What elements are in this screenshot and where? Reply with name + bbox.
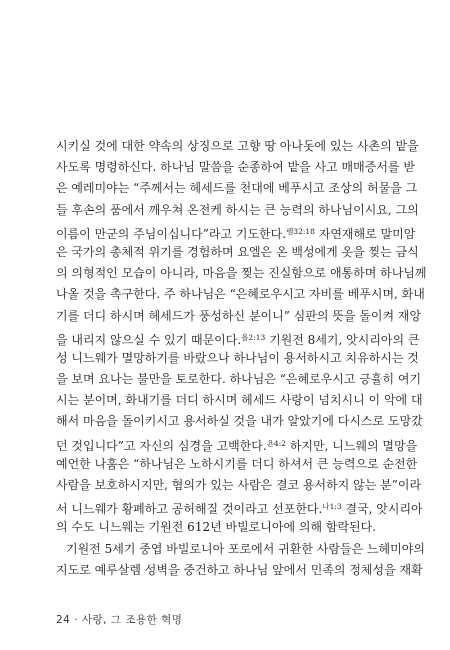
- footnote-reference: 욘4:2: [266, 438, 287, 448]
- footnote-reference: 나1:3: [322, 502, 342, 512]
- text-line: 기를 더디 하시며 헤세드가 풍성하신 분이니” 심판의 뜻을 돌이켜 재앙: [56, 308, 422, 323]
- text-line: 사람을 보호하시지만, 혐의가 있는 사람은 결코 용서하지 않는 분”이라: [56, 478, 422, 492]
- text-line: 이름이 만군의 주님이십니다”라고 기도한다.$^{렘32:18}$ 자연재해로 말미암: [56, 226, 416, 241]
- text-line: 시키실 것에 대한 약속의 상징으로 고향 땅 아나돗에 있는 사촌의 밭을: [56, 139, 419, 153]
- text-line: 시는 분이며, 화내기를 더디 하시며 헤세드 사랑이 넘치시니 이 악에 대: [56, 393, 423, 408]
- text-line: 의 의형적인 모습이 아니라, 마음을 찢는 진실함으로 애통하며 하나님께: [56, 266, 427, 281]
- text-line: 나올 것을 촉구한다. 주 하나님은 “은혜로우시고 자비를 베푸시며, 화내: [56, 287, 425, 302]
- body-text: [56, 136, 427, 581]
- footnote-reference: 렘32:18: [286, 226, 315, 236]
- page-footer: 24 · 사랑, 그 조용한 혁명: [56, 614, 183, 626]
- text-line: 성 니느웨가 멸망하기를 바랐으나 하나님이 용서하시고 치유하시는 것: [56, 350, 419, 365]
- paragraph-first-line: 기원전 5세기 중엽 바빌로니아 포로에서 귀환한 사람들은 느헤미야의: [66, 541, 425, 556]
- text-line: 서 니느웨가 황폐하고 공허해질 것이라고 선포한다.$^{나1:3}$ 결국, 앗시리아: [56, 502, 423, 517]
- footnote-reference: 욜2:13: [241, 332, 266, 342]
- text-line: 예언한 나훔은 “하나님은 노하시기를 더디 하셔서 큰 능력으로 순전한: [56, 456, 418, 471]
- text-line: 해서 마음을 돌이키시고 용서하실 것을 내가 알았기에 다시스로 도망갔: [56, 414, 423, 429]
- text-line: 들 후손의 품에서 깨우쳐 온전케 하시는 큰 능력의 하나님이시요, 그의: [56, 202, 419, 217]
- text-line: 을 보며 요나는 불만을 토로한다. 하나님은 “은혜로우시고 긍휼히 여기: [56, 372, 422, 387]
- text-line: 의 수도 니느웨는 기원전 612년 바빌로니아에 의해 함락된다.: [56, 520, 377, 535]
- text-line: 을 내리지 않으실 수 있기 때문이다.$^{욜2:13}$ 기원전 8세기, 앗시리아의 큰: [56, 332, 420, 347]
- text-line: 사도록 명령하신다. 하나님 말씀을 순종하여 밭을 사고 매매증서를 받: [56, 160, 415, 175]
- text-line: 은 국가의 총체적 위기를 경험하며 요엘은 온 백성에게 옷을 찢는 금식: [56, 244, 419, 259]
- text-line: 던 것입니다”고 자신의 심경을 고백한다.$^{욘4:2}$ 하지만, 니느웨의 멸망을: [56, 438, 418, 453]
- text-line: 은 예레미야는 “주께서는 헤세드를 천대에 베푸시고 조상의 허물을 그: [56, 181, 418, 196]
- text-line: 지도로 예루살렘 성벽을 중건하고 하나님 앞에서 민족의 정체성을 재확: [56, 562, 423, 577]
